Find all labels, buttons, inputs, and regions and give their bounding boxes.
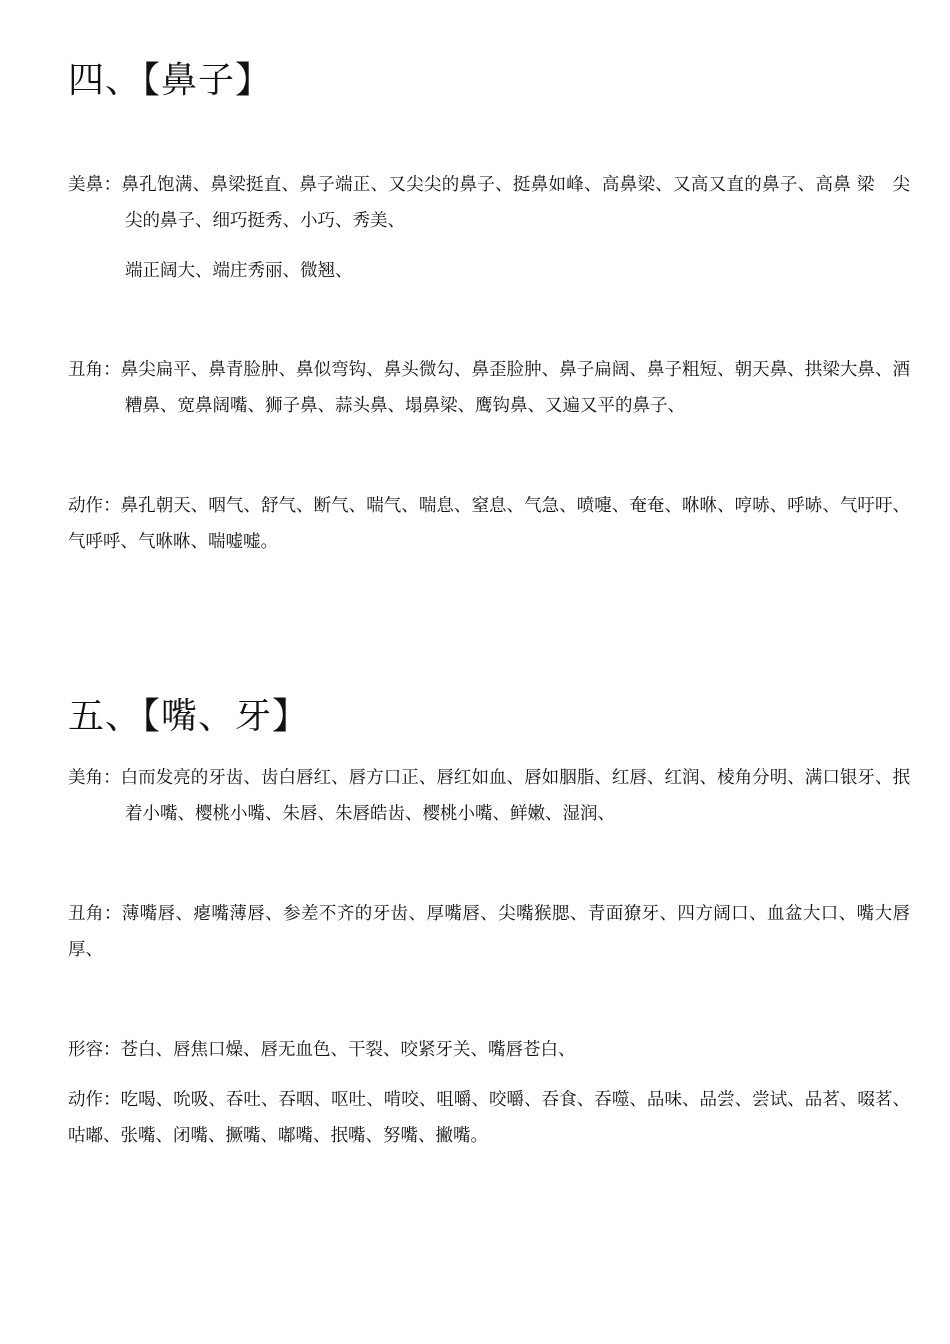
nose-beautiful-paragraph: 美鼻：鼻孔饱满、鼻梁挺直、鼻子端正、又尖尖的鼻子、挺鼻如峰、高鼻梁、又高又直的鼻子、高鼻 梁 尖尖的鼻子、细巧挺秀、小巧、秀美、 bbox=[68, 175, 910, 231]
mouth-action-paragraph: 动作：吃喝、吮吸、吞吐、吞咽、呕吐、啃咬、咀嚼、咬嚼、吞食、吞噬、品味、品尝、尝试、品茗、啜茗、咕嘟、张嘴、闭嘴、撅嘴、嘟嘴、抿嘴、努嘴、撇嘴。 bbox=[68, 1090, 910, 1146]
nose-beautiful-continuation: 端正阔大、端庄秀丽、微翘、 bbox=[125, 261, 353, 281]
section-heading-nose: 四、【鼻子】 bbox=[68, 60, 273, 101]
mouth-ugly-paragraph: 丑角：薄嘴唇、瘪嘴薄唇、参差不齐的牙齿、厚嘴唇、尖嘴猴腮、青面獠牙、四方阔口、血盆大口、嘴大唇厚、 bbox=[68, 904, 910, 960]
section-heading-mouth: 五、【嘴、牙】 bbox=[68, 696, 310, 737]
mouth-describe-paragraph: 形容：苍白、唇焦口燥、唇无血色、干裂、咬紧牙关、嘴唇苍白、 bbox=[68, 1040, 576, 1060]
mouth-beautiful-paragraph: 美角：白而发亮的牙齿、齿白唇红、唇方口正、唇红如血、唇如胭脂、红唇、红润、棱角分明、满口银牙、抿着小嘴、樱桃小嘴、朱唇、朱唇皓齿、樱桃小嘴、鲜嫩、湿润、 bbox=[68, 768, 910, 824]
nose-action-paragraph: 动作：鼻孔朝天、咽气、舒气、断气、喘气、喘息、窒息、气急、喷嚏、奄奄、咻咻、哼哧、呼哧、气吁吁、气呼呼、气咻咻、喘嘘嘘。 bbox=[68, 496, 910, 552]
nose-ugly-paragraph: 丑角：鼻尖扁平、鼻青脸肿、鼻似弯钩、鼻头微勾、鼻歪脸肿、鼻子扁阔、鼻子粗短、朝天鼻、拱梁大鼻、酒糟鼻、宽鼻阔嘴、狮子鼻、蒜头鼻、塌鼻梁、鹰钩鼻、又遍又平的鼻子、 bbox=[68, 360, 910, 416]
